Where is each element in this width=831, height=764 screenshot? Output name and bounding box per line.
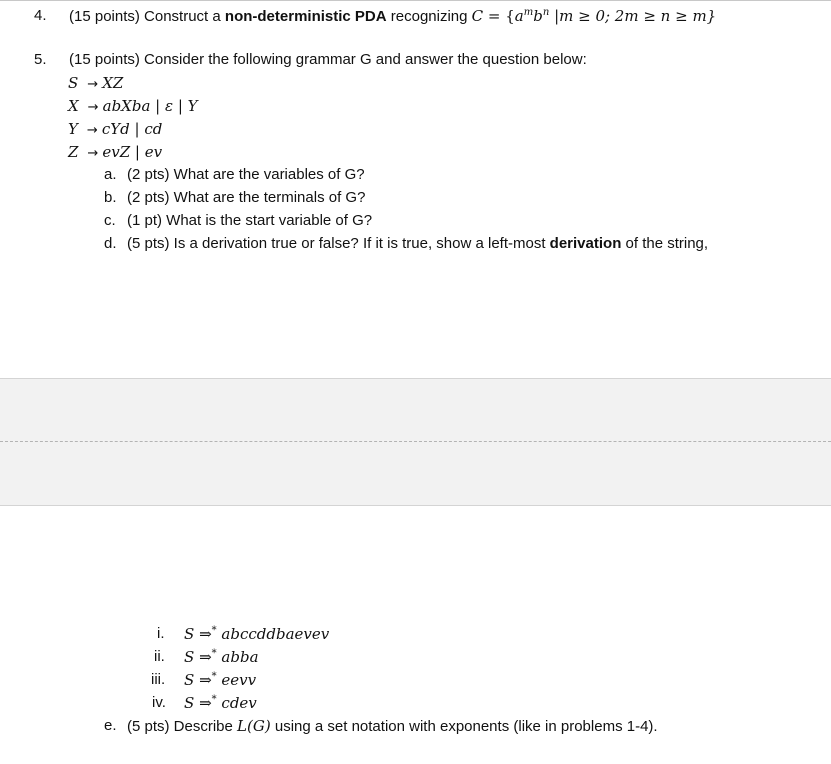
- rule-lhs: X: [68, 97, 79, 115]
- page-break-dashed-line: [0, 441, 831, 442]
- right-arrow-icon: →: [83, 77, 103, 92]
- derives-arrow-icon: ⇒: [199, 671, 212, 689]
- derivation-iii: [184, 670, 256, 690]
- derivation-i: [184, 624, 329, 644]
- rule-rhs: abXba | ε | Y: [102, 97, 198, 115]
- part-d-marker: d.: [104, 235, 117, 252]
- derivation-string: abba: [221, 648, 259, 666]
- derivation-string: abccddbaevev: [221, 625, 330, 643]
- q4-lang-eq: = {: [483, 7, 515, 25]
- derivation-ii-marker: ii.: [154, 648, 165, 665]
- grammar-rule-y: [68, 119, 162, 141]
- grammar-rule-z: [68, 142, 162, 164]
- derivation-i-marker: i.: [157, 625, 165, 642]
- q4-condition: |m ≥ 0; 2m ≥ n ≥ m}: [549, 7, 717, 25]
- q5-intro: (15 points) Consider the following grammar G and answer the question below:: [69, 51, 587, 68]
- part-e-text: [127, 716, 658, 737]
- rule-rhs: XZ: [102, 74, 124, 92]
- part-c-text: (1 pt) What is the start variable of G?: [127, 212, 373, 229]
- derivation-iii-marker: iii.: [151, 671, 166, 688]
- rule-lhs: S: [68, 74, 79, 92]
- derivation-lhs: S: [184, 694, 195, 712]
- part-d-before: (5 pts) Is a derivation true or false? If it is true, show a left-most: [127, 235, 550, 252]
- derivation-iv: [184, 693, 257, 713]
- q4-m-exp: m: [523, 7, 534, 18]
- rule-lhs: Z: [68, 143, 79, 161]
- q5-number: 5.: [34, 51, 47, 68]
- derives-star: *: [211, 671, 217, 682]
- derivation-lhs: S: [184, 671, 195, 689]
- rule-lhs: Y: [68, 120, 78, 138]
- derives-star: *: [211, 648, 217, 659]
- right-arrow-icon: →: [83, 146, 103, 161]
- derivation-string: eevv: [221, 671, 257, 689]
- q4-number: 4.: [34, 7, 47, 24]
- rule-rhs: evZ | ev: [102, 143, 163, 161]
- q4-text: [69, 6, 716, 27]
- part-e-before: (5 pts) Describe: [127, 718, 238, 735]
- derivation-iv-marker: iv.: [152, 694, 166, 711]
- part-a-marker: a.: [104, 166, 117, 183]
- part-d-after: of the string,: [621, 235, 709, 252]
- q4-a: a: [514, 7, 524, 25]
- part-e-marker: e.: [104, 717, 117, 734]
- derivation-lhs: S: [184, 625, 195, 643]
- q4-bold: non-deterministic PDA: [224, 8, 387, 25]
- derives-arrow-icon: ⇒: [199, 694, 212, 712]
- part-a-text: (2 pts) What are the variables of G?: [127, 166, 365, 183]
- grammar-rule-s: [68, 73, 123, 95]
- right-arrow-icon: →: [82, 123, 102, 138]
- q4-after-bold: recognizing: [386, 8, 472, 25]
- derivation-lhs: S: [184, 648, 195, 666]
- q4-points: (15 points) Construct a: [69, 8, 225, 25]
- q4-lang-var: C: [471, 7, 484, 25]
- q4-n-exp: n: [542, 7, 550, 18]
- part-e-after: using a set notation with exponents (like in problems 1-4).: [270, 718, 658, 735]
- derivation-ii: [184, 647, 259, 667]
- q4-b: b: [533, 7, 543, 25]
- part-b-text: (2 pts) What are the terminals of G?: [127, 189, 366, 206]
- derivation-string: cdev: [221, 694, 257, 712]
- grammar-rule-x: [68, 96, 198, 118]
- derives-arrow-icon: ⇒: [199, 625, 212, 643]
- top-rule: [0, 0, 831, 1]
- part-c-marker: c.: [104, 212, 116, 229]
- derives-arrow-icon: ⇒: [199, 648, 212, 666]
- part-d-bold: derivation: [549, 235, 622, 252]
- page-break: [0, 378, 831, 506]
- derives-star: *: [211, 694, 217, 705]
- right-arrow-icon: →: [83, 100, 103, 115]
- derives-star: *: [211, 625, 217, 636]
- rule-rhs: cYd | cd: [101, 120, 163, 138]
- part-d-text: [127, 234, 708, 254]
- part-b-marker: b.: [104, 189, 117, 206]
- part-e-lg: L(G): [237, 717, 271, 735]
